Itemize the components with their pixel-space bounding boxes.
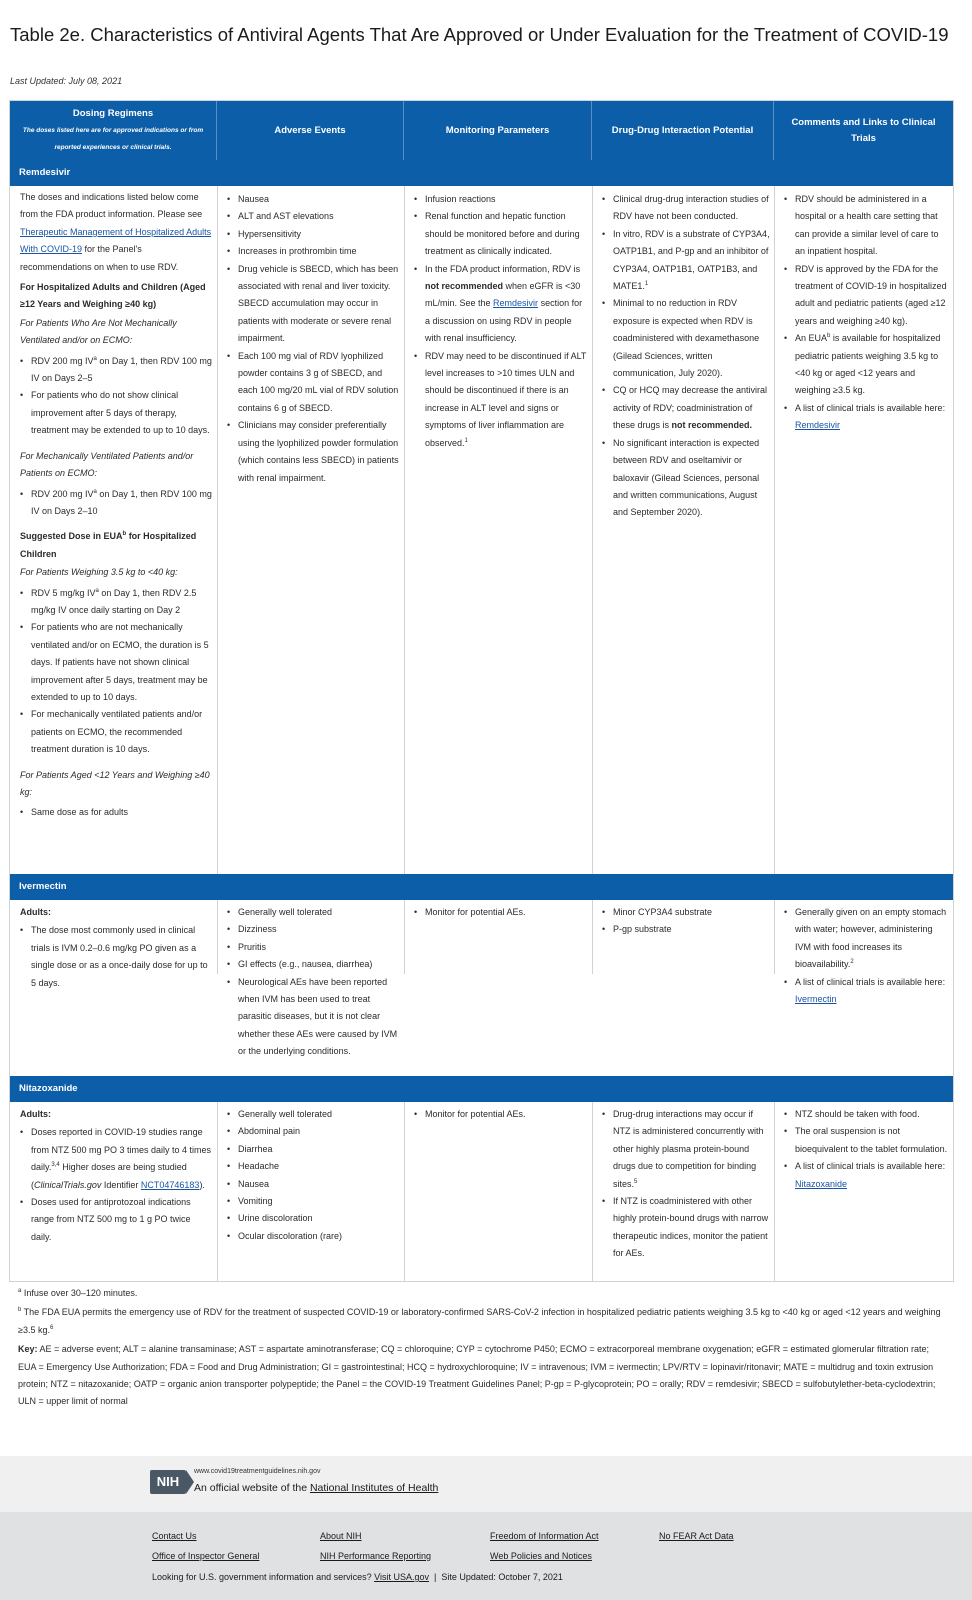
list-item: • RDV should be administered in a hospital or a health care setting that can provide a similar level of care to an inpatient hospital.	[784, 191, 951, 261]
col-header-ddi	[592, 101, 774, 160]
list-item: • Nausea	[227, 1176, 400, 1193]
list-item: • Drug vehicle is SBECD, which has been associated with renal and liver toxicity. SBECD accumulation may occur in patients with moderate or severe renal impairment.	[227, 261, 400, 348]
list-item: • Generally well tolerated	[227, 904, 400, 921]
table-footnotes	[18, 1285, 948, 1411]
list-item: • NTZ should be taken with food.	[784, 1106, 951, 1123]
list-item: • Doses reported in COVID-19 studies range from NTZ 500 mg PO 3 times daily to 4 times daily.$^{3,4}$ Higher doses are being studied (ClinicalTrials.gov Identifier NCT04746183).	[20, 1124, 213, 1194]
list-item: • CQ or HCQ may decrease the antiviral activity of RDV; coadministration of these drugs is not recommended.	[602, 382, 770, 434]
section-ivermectin: Ivermectin	[10, 874, 953, 900]
footnote-a: $^a$ Infuse over 30–120 minutes.	[18, 1288, 138, 1298]
ivm-adults-heading: Adults:	[20, 907, 51, 917]
ivm-ddi-cell	[592, 901, 774, 939]
official-website-line: An official website of the National Institutes of Health	[194, 1482, 439, 1494]
list-item: • Monitor for potential AEs.	[414, 1106, 588, 1123]
ntz-adults-heading: Adults:	[20, 1109, 51, 1119]
rdv-comments-cell	[774, 188, 953, 435]
list-item: • Vomiting	[227, 1193, 400, 1210]
col-header-ddi-label: Drug-Drug Interaction Potential	[611, 124, 754, 136]
list-item: • Renal function and hepatic function should be monitored before and during treatment as clinically indicated.	[414, 208, 588, 260]
list-item: • Pruritis	[227, 939, 400, 956]
rdv-subhead-weight: For Patients Weighing 3.5 kg to <40 kg:	[20, 567, 178, 578]
list-item: • The dose most commonly used in clinical trials is IVM 0.2–0.6 mg/kg PO given as a single dose or as a once-daily dose for up to 5 days.	[20, 922, 213, 992]
ivm-dosing-cell	[10, 901, 217, 992]
list-item: • GI effects (e.g., nausea, diarrhea)	[227, 956, 400, 973]
footnote-b: $^b$ The FDA EUA permits the emergency use of RDV for the treatment of suspected COVID-19 or laboratory-confirmed SARS-CoV-2 infection in hospitalized pediatric patients weighing 3.5 kg to <40 kg or aged <12 years and weighing ≥3.5 kg.$^6$	[18, 1307, 941, 1335]
rdv-monitoring-cell	[404, 188, 592, 452]
ntz-ddi-cell	[592, 1103, 774, 1263]
list-item: • An EUA$^b$ is available for hospitalized pediatric patients weighing 3.5 kg to <40 kg or aged <12 years and weighing ≥3.5 kg.	[784, 330, 951, 400]
nct04746183-link[interactable]: NCT04746183	[140, 1179, 200, 1190]
list-item: • Each 100 mg vial of RDV lyophilized powder contains 3 g of SBECD, and each 100 mg/20 mL vial of RDV solution contains 6 g of SBECD.	[227, 348, 400, 418]
list-item: • RDV 200 mg $IV^a$ on Day 1, then RDV 100 mg IV on Days 2–10	[20, 486, 213, 521]
list-item: • Same dose as for adults	[20, 804, 213, 821]
ivm-adverse-cell	[217, 901, 404, 1061]
list-item: • A list of clinical trials is available here: Nitazoxanide	[784, 1158, 951, 1193]
col-header-adverse-label: Adverse Events	[274, 124, 346, 136]
rdv-dosing-cell	[10, 186, 217, 822]
rdv-dose-heading-children: Suggested Dose in EUA$^b$ for Hospitalized Children	[20, 531, 197, 559]
col-header-dosing	[10, 101, 217, 160]
list-item: • Neurological AEs have been reported when IVM has been used to treat parasitic diseases, but it is not clear whether these AEs were caused by IVM or the underlying conditions.	[227, 974, 400, 1061]
list-item: • Ocular discoloration (rare)	[227, 1228, 400, 1245]
rdv-subhead-not-ventilated: For Patients Who Are Not Mechanically Ventilated and/or on ECMO:	[20, 317, 177, 346]
list-item: • For patients who do not show clinical improvement after 5 days of therapy, treatment may be extended to up to 10 days.	[20, 387, 213, 439]
rdv-adverse-cell	[217, 188, 404, 487]
list-item: • Nausea	[227, 191, 400, 208]
nih-link[interactable]: National Institutes of Health	[309, 1482, 439, 1494]
foia-link[interactable]: Freedom of Information Act	[490, 1531, 599, 1541]
nitazoxanide-trials-link[interactable]: Nitazoxanide	[795, 1178, 848, 1189]
list-item: • Generally well tolerated	[227, 1106, 400, 1123]
col-header-comments	[774, 101, 953, 160]
footer-links	[0, 1512, 972, 1600]
col-header-monitoring	[404, 101, 592, 160]
ivm-monitoring-cell	[404, 901, 592, 921]
list-item: • RDV 200 mg $IV^a$ on Day 1, then RDV 100 mg IV on Days 2–5	[20, 353, 213, 388]
list-item: • RDV is approved by the FDA for the treatment of COVID-19 in hospitalized adult and pediatric patients (aged ≥12 years and weighing ≥40 kg).	[784, 261, 951, 331]
list-item: • A list of clinical trials is available here: Ivermectin	[784, 974, 951, 1009]
rdv-ddi-cell	[592, 188, 774, 522]
list-item: • A list of clinical trials is available here: Remdesivir	[784, 400, 951, 435]
ntz-adverse-cell	[217, 1103, 404, 1245]
col-header-adverse	[217, 101, 404, 160]
list-item: • Drug-drug interactions may occur if NTZ is administered concurrently with other highly plasma protein-bound drugs due to competition for binding sites.$^5$	[602, 1106, 770, 1193]
remdesivir-trials-link[interactable]: Remdesivir	[795, 420, 841, 431]
list-item: • Infusion reactions	[414, 191, 588, 208]
list-item: • ALT and AST elevations	[227, 208, 400, 225]
footer-identity	[0, 1456, 972, 1512]
list-item: • Increases in prothrombin time	[227, 243, 400, 260]
list-item: • P-gp substrate	[602, 921, 770, 938]
list-item: • Monitor for potential AEs.	[414, 904, 588, 921]
list-item: • In vitro, RDV is a substrate of CYP3A4, OATP1B1, and P-gp and an inhibitor of CYP3A4, OATP1B1, OATP1B3, and MATE1.$^1$	[602, 226, 770, 296]
list-item: • Generally given on an empty stomach with water; however, administering IVM with food increases its bioavailability.$^2$	[784, 904, 951, 974]
section-remdesivir: Remdesivir	[10, 160, 953, 186]
list-item: • In the FDA product information, RDV is not recommended when eGFR is <30 mL/min. See the Remdesivir section for a discussion on using RDV in people with renal insufficiency.	[414, 261, 588, 348]
list-item: • Hypersensitivity	[227, 226, 400, 243]
nih-logo-arrow-icon	[186, 1470, 194, 1494]
list-item: • For patients who are not mechanically ventilated and/or on ECMO, the duration is 5 days. If patients have not shown clinical improvement after 5 days, treatment may be extended to up to 10 days.	[20, 619, 213, 706]
list-item: • Minor CYP3A4 substrate	[602, 904, 770, 921]
ntz-comments-cell	[774, 1103, 953, 1193]
rdv-subhead-age: For Patients Aged <12 Years and Weighing ≥40 kg:	[20, 769, 210, 797]
list-item: • Doses used for antiprotozoal indications range from NTZ 500 mg to 1 g PO twice daily.	[20, 1194, 213, 1246]
remdesivir-section-link[interactable]: Remdesivir	[493, 298, 539, 309]
therapeutic-management-link[interactable]: Therapeutic Management of Hospitalized Adults With COVID-19	[20, 226, 212, 255]
list-item: • If NTZ is coadministered with other highly protein-bound drugs with narrow therapeutic indices, monitor the patient for AEs.	[602, 1193, 770, 1263]
contact-us-link[interactable]: Contact Us	[152, 1531, 197, 1541]
rdv-subhead-ventilated: For Mechanically Ventilated Patients and/or Patients on ECMO:	[20, 450, 194, 479]
col-header-comments-label: Comments and Links to Clinical Trials	[791, 116, 936, 144]
list-item: • RDV 5 mg/kg $IV^a$ on Day 1, then RDV 2.5 mg/kg IV once daily starting on Day 2	[20, 585, 213, 620]
list-item: • RDV may need to be discontinued if ALT level increases to >10 times ULN and should be discontinued if there is an increase in ALT level and signs or symptoms of liver inflammation are observed.$^1$	[414, 348, 588, 452]
list-item: • The oral suspension is not bioequivalent to the tablet formulation.	[784, 1123, 951, 1158]
col-header-monitoring-label: Monitoring Parameters	[445, 124, 550, 136]
table-key: Key: AE = adverse event; ALT = alanine transaminase; AST = aspartate aminotransferase; CQ = chloroquine; CYP = cytochrome P450; ECMO = extracorporeal membrane oxygenation; eGFR = estimated glomerular filtration rate; EUA = Emergency Use Authorization; FDA = Food and Drug Administration; GI = gastrointestinal; HCQ = hydroxychloroquine; IV = intravenous; IVM = ivermectin; LPV/RTV = lopinavir/ritonavir; MATE = multidrug and toxin extrusion protein; NTZ = nitazoxanide; OATP = organic anion transporter polypeptide; the Panel = the COVID-19 Treatment Guidelines Panel; P-gp = P-glycoprotein; PO = orally; RDV = remdesivir; SBECD = sulfobutylether-beta-cyclodextrin; ULN = upper limit of normal	[18, 1344, 936, 1407]
list-item: • Urine discoloration	[227, 1210, 400, 1227]
list-item: • Diarrhea	[227, 1141, 400, 1158]
nih-logo[interactable]: NIH	[150, 1470, 186, 1494]
rdv-intro-text-b: for the Panel's recommendations on when to use RDV.	[20, 244, 179, 272]
ivermectin-trials-link[interactable]: Ivermectin	[795, 994, 837, 1005]
col-header-dosing-sub: The doses listed here are for approved indications or from reported experiences or clinical trials.	[22, 126, 204, 151]
list-item: • For mechanically ventilated patients and/or patients on ECMO, the recommended treatment duration is 10 days.	[20, 706, 213, 758]
list-item: • Dizziness	[227, 921, 400, 938]
list-item: • No significant interaction is expected between RDV and oseltamivir or baloxavir (Gilead Sciences, personal and written communications, August and September 2020).	[602, 435, 770, 522]
web-policies-link[interactable]: Web Policies and Notices	[490, 1551, 592, 1561]
section-nitazoxanide: Nitazoxanide	[10, 1076, 953, 1102]
rdv-dosing-intro	[20, 189, 213, 276]
usa-gov-link[interactable]: Visit USA.gov	[374, 1572, 429, 1582]
list-item: • Abdominal pain	[227, 1123, 400, 1140]
ntz-monitoring-cell	[404, 1103, 592, 1123]
antiviral-table	[9, 100, 954, 1282]
col-header-dosing-label: Dosing Regimens	[72, 107, 154, 119]
list-item: • Clinicians may consider preferentially using the lyophilized powder formulation (which contains less SBECD) in patients with renal impairment.	[227, 417, 400, 487]
rdv-dose-heading-adults: For Hospitalized Adults and Children (Aged ≥12 Years and Weighing ≥40 kg)	[20, 282, 206, 310]
ntz-dosing-cell	[10, 1103, 217, 1246]
list-item: • Headache	[227, 1158, 400, 1175]
gov-info-line: Looking for U.S. government information and services? Visit USA.gov | Site Updated: October 7, 2021	[152, 1572, 563, 1582]
site-url: www.covid19treatmentguidelines.nih.gov	[194, 1468, 321, 1475]
list-item: • Clinical drug-drug interaction studies of RDV have not been conducted.	[602, 191, 770, 226]
rdv-intro-text: The doses and indications listed below come from the FDA product information. Please see	[20, 192, 203, 220]
performance-reporting-link[interactable]: NIH Performance Reporting	[320, 1551, 432, 1561]
list-item: • Minimal to no reduction in RDV exposure is expected when RDV is coadministered with dexamethasone (Gilead Sciences, written communication, July 2020).	[602, 295, 770, 382]
ivm-comments-cell	[774, 901, 953, 1008]
last-updated: Last Updated: July 08, 2021	[10, 76, 123, 86]
inspector-general-link[interactable]: Office of Inspector General	[152, 1551, 260, 1561]
page-title: Table 2e. Characteristics of Antiviral Agents That Are Approved or Under Evaluation for the Treatment of COVID-19	[10, 24, 949, 45]
about-nih-link[interactable]: About NIH	[320, 1531, 362, 1541]
no-fear-act-link[interactable]: No FEAR Act Data	[659, 1531, 734, 1541]
